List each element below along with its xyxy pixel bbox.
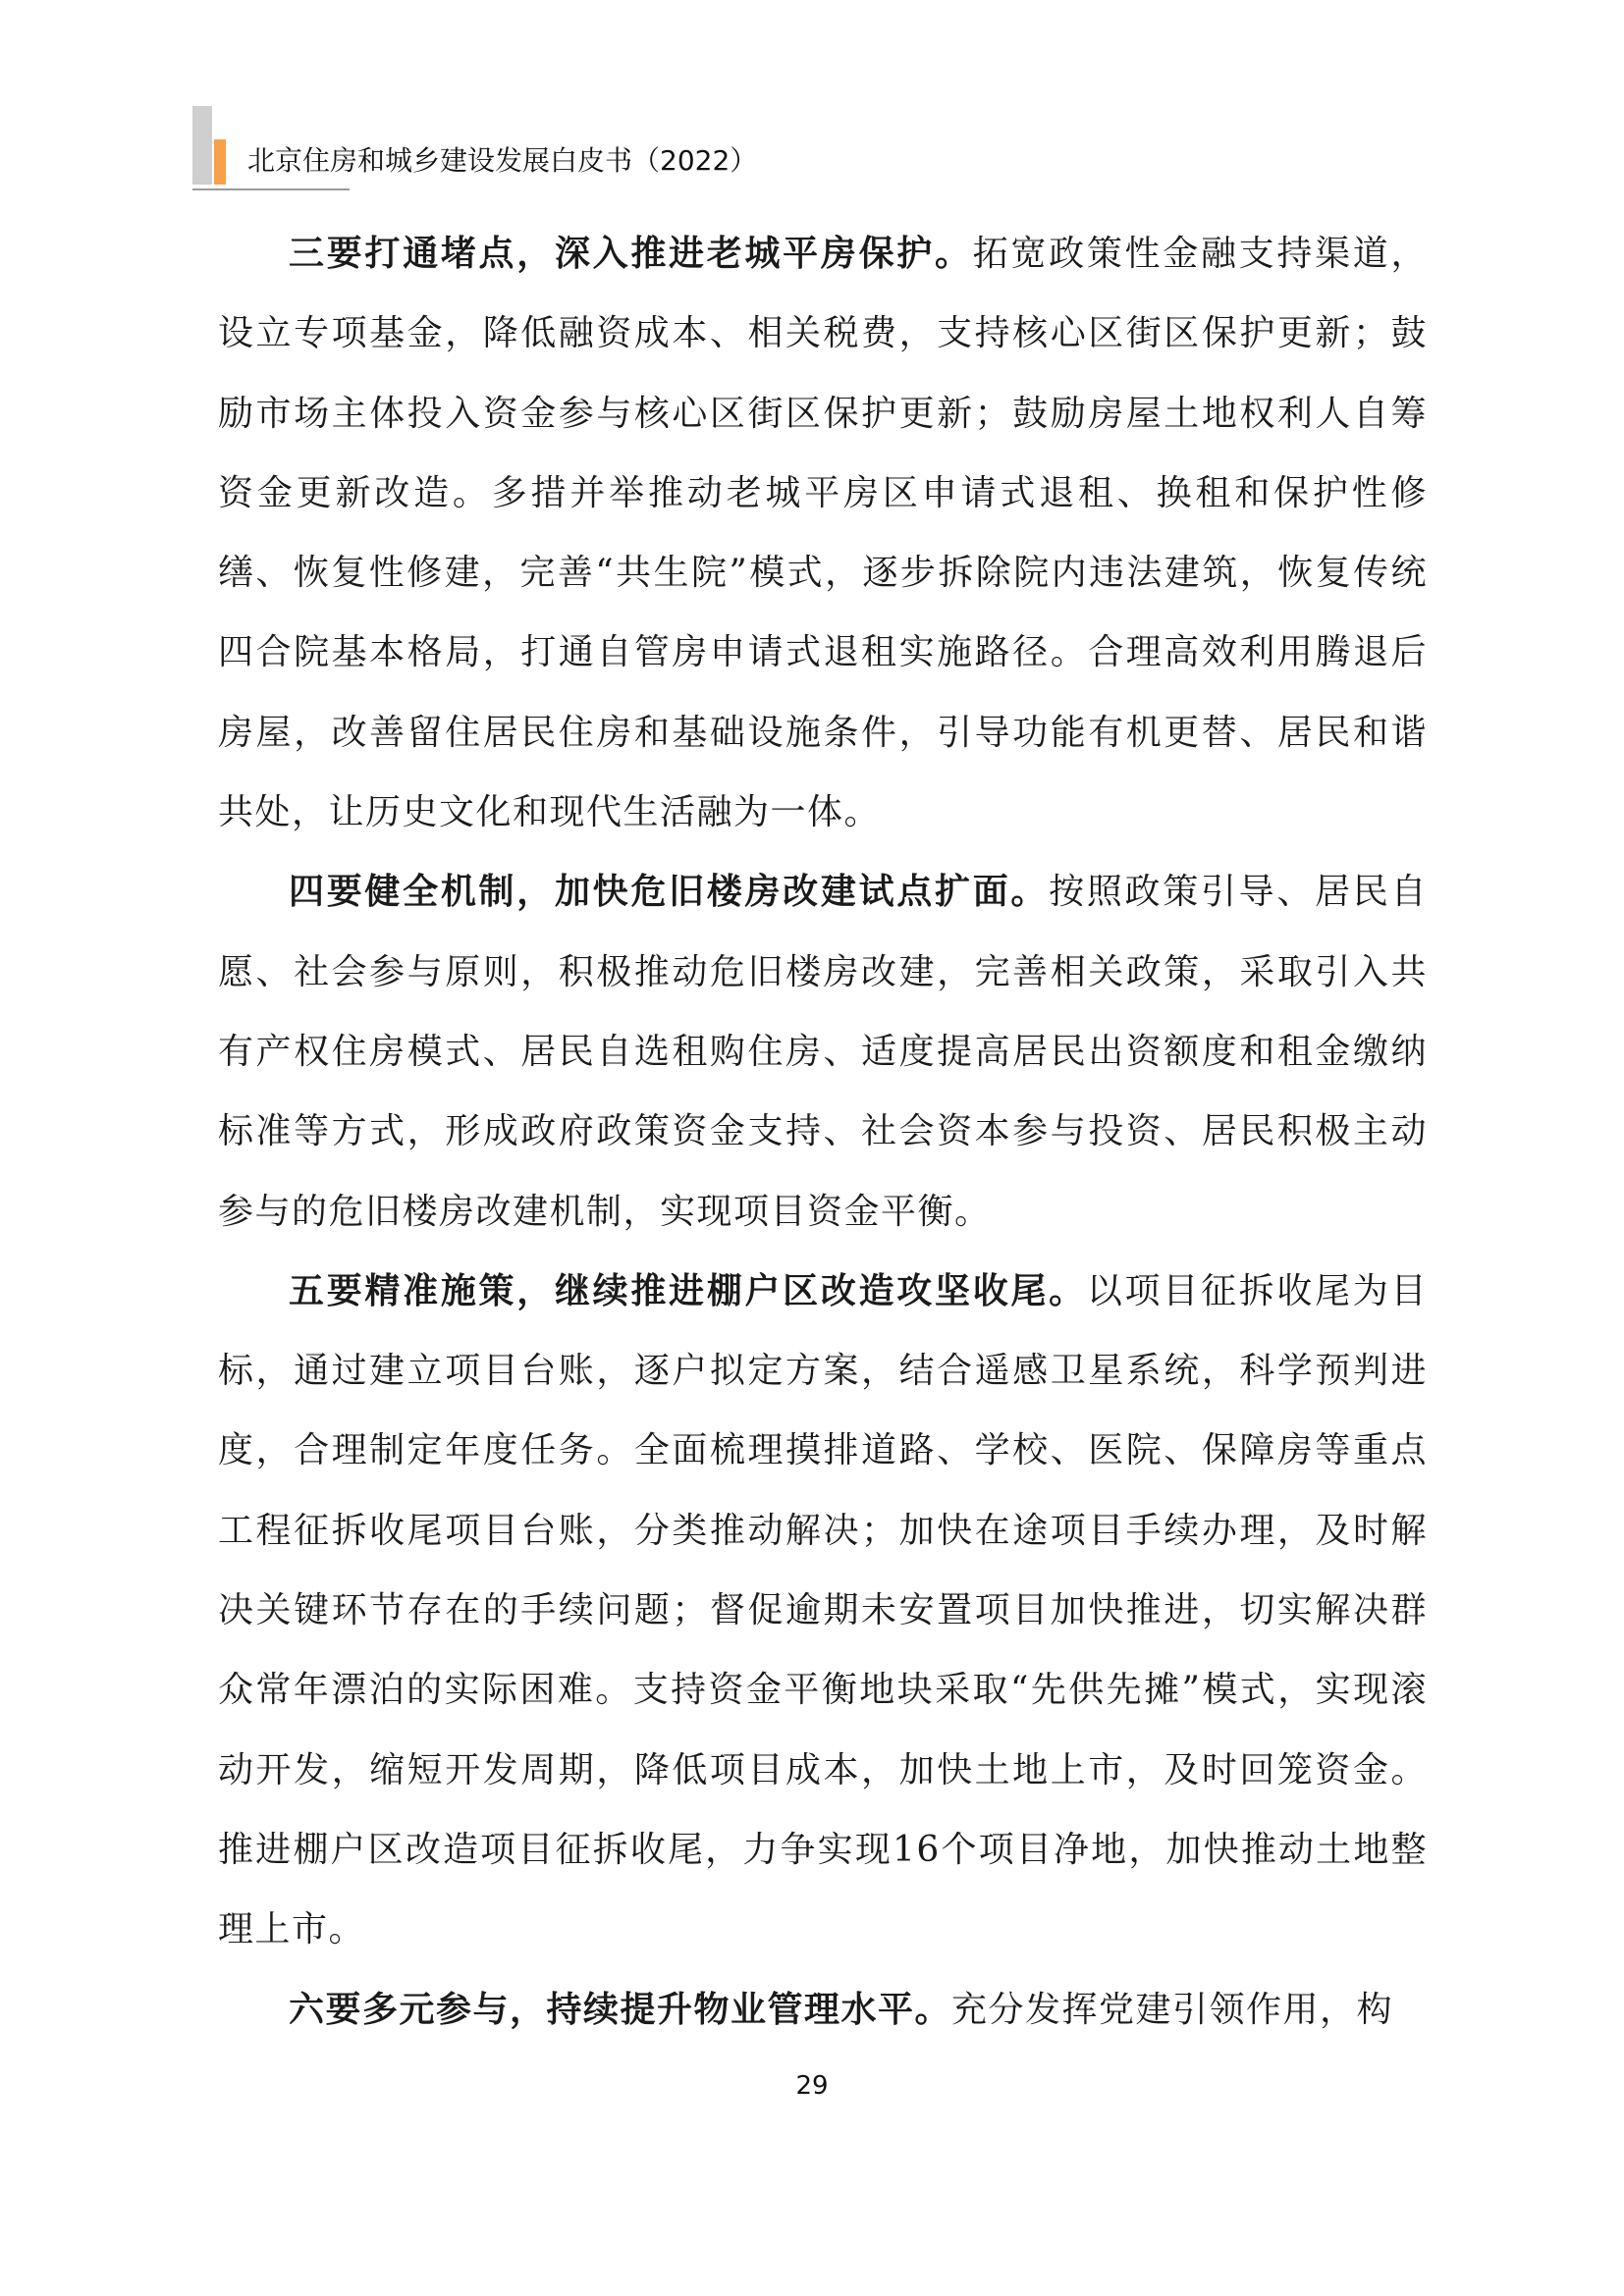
page-header [192,106,1430,196]
header-grey-bar [192,106,212,185]
paragraph [218,214,1428,852]
paragraph-text: 充分发挥党建引领作用，构 [951,1989,1394,2030]
paragraph [218,852,1428,1251]
paragraph [218,1970,1428,2050]
paragraph-lead: 六要多元参与，持续提升物业管理水平。 [289,1988,952,2030]
header-title: 北京住房和城乡建设发展白皮书（2022） [247,144,758,177]
paragraph [218,1252,1428,1970]
paragraph-text: 拓宽政策性金融支持渠道，设立专项基金，降低融资成本、相关税费，支持核心区街区保护更新；鼓励市场主体投入资金参与核心区街区保护更新；鼓励房屋土地权利人自筹资金更新改造。多措并举推动老城平房区申请式退租、换租和保护性修缮、恢复性修建，完善“共生院”模式，逐步拆除院内违法建筑，恢复传统四合院基本格局，打通自管房申请式退租实施路径。合理高效利用腾退后房屋，改善留住居民住房和基础设施条件，引导功能有机更替、居民和谐共处，让历史文化和现代生活融为一体。 [218,234,1428,833]
paragraph-lead: 五要精准施策，继续推进棚户区改造攻坚收尾。 [289,1269,1087,1311]
body-text [218,214,1428,2050]
paragraph-text: 以项目征拆收尾为目标，通过建立项目台账，逐户拟定方案，结合遥感卫星系统，科学预判进度，合理制定年度任务。全面梳理摸排道路、学校、医院、保障房等重点工程征拆收尾项目台账，分类推动解决；加快在途项目手续办理，及时解决关键环节存在的手续问题；督促逾期未安置项目加快推进，切实解决群众常年漂泊的实际困难。支持资金平衡地块采取“先供先摊”模式，实现滚动开发，缩短开发周期，降低项目成本，加快土地上市，及时回笼资金。推进棚户区改造项目征拆收尾，力争实现16个项目净地，加快推动土地整理上市。 [218,1270,1428,1950]
paragraph-lead: 四要健全机制，加快危旧楼房改建试点扩面。 [289,871,1050,913]
paragraph-text: 按照政策引导、居民自愿、社会参与原则，积极推动危旧楼房改建，完善相关政策，采取引入共有产权住房模式、居民自选租购住房、适度提高居民出资额度和租金缴纳标准等方式，形成政府政策资金支持、社会资本参与投资、居民积极主动参与的危旧楼房改建机制，实现项目资金平衡。 [218,872,1428,1232]
page-number: 29 [795,2071,829,2101]
header-orange-bar [214,139,226,185]
paragraph-lead: 三要打通堵点，深入推进老城平房保护。 [289,233,973,274]
header-underline [192,188,350,190]
